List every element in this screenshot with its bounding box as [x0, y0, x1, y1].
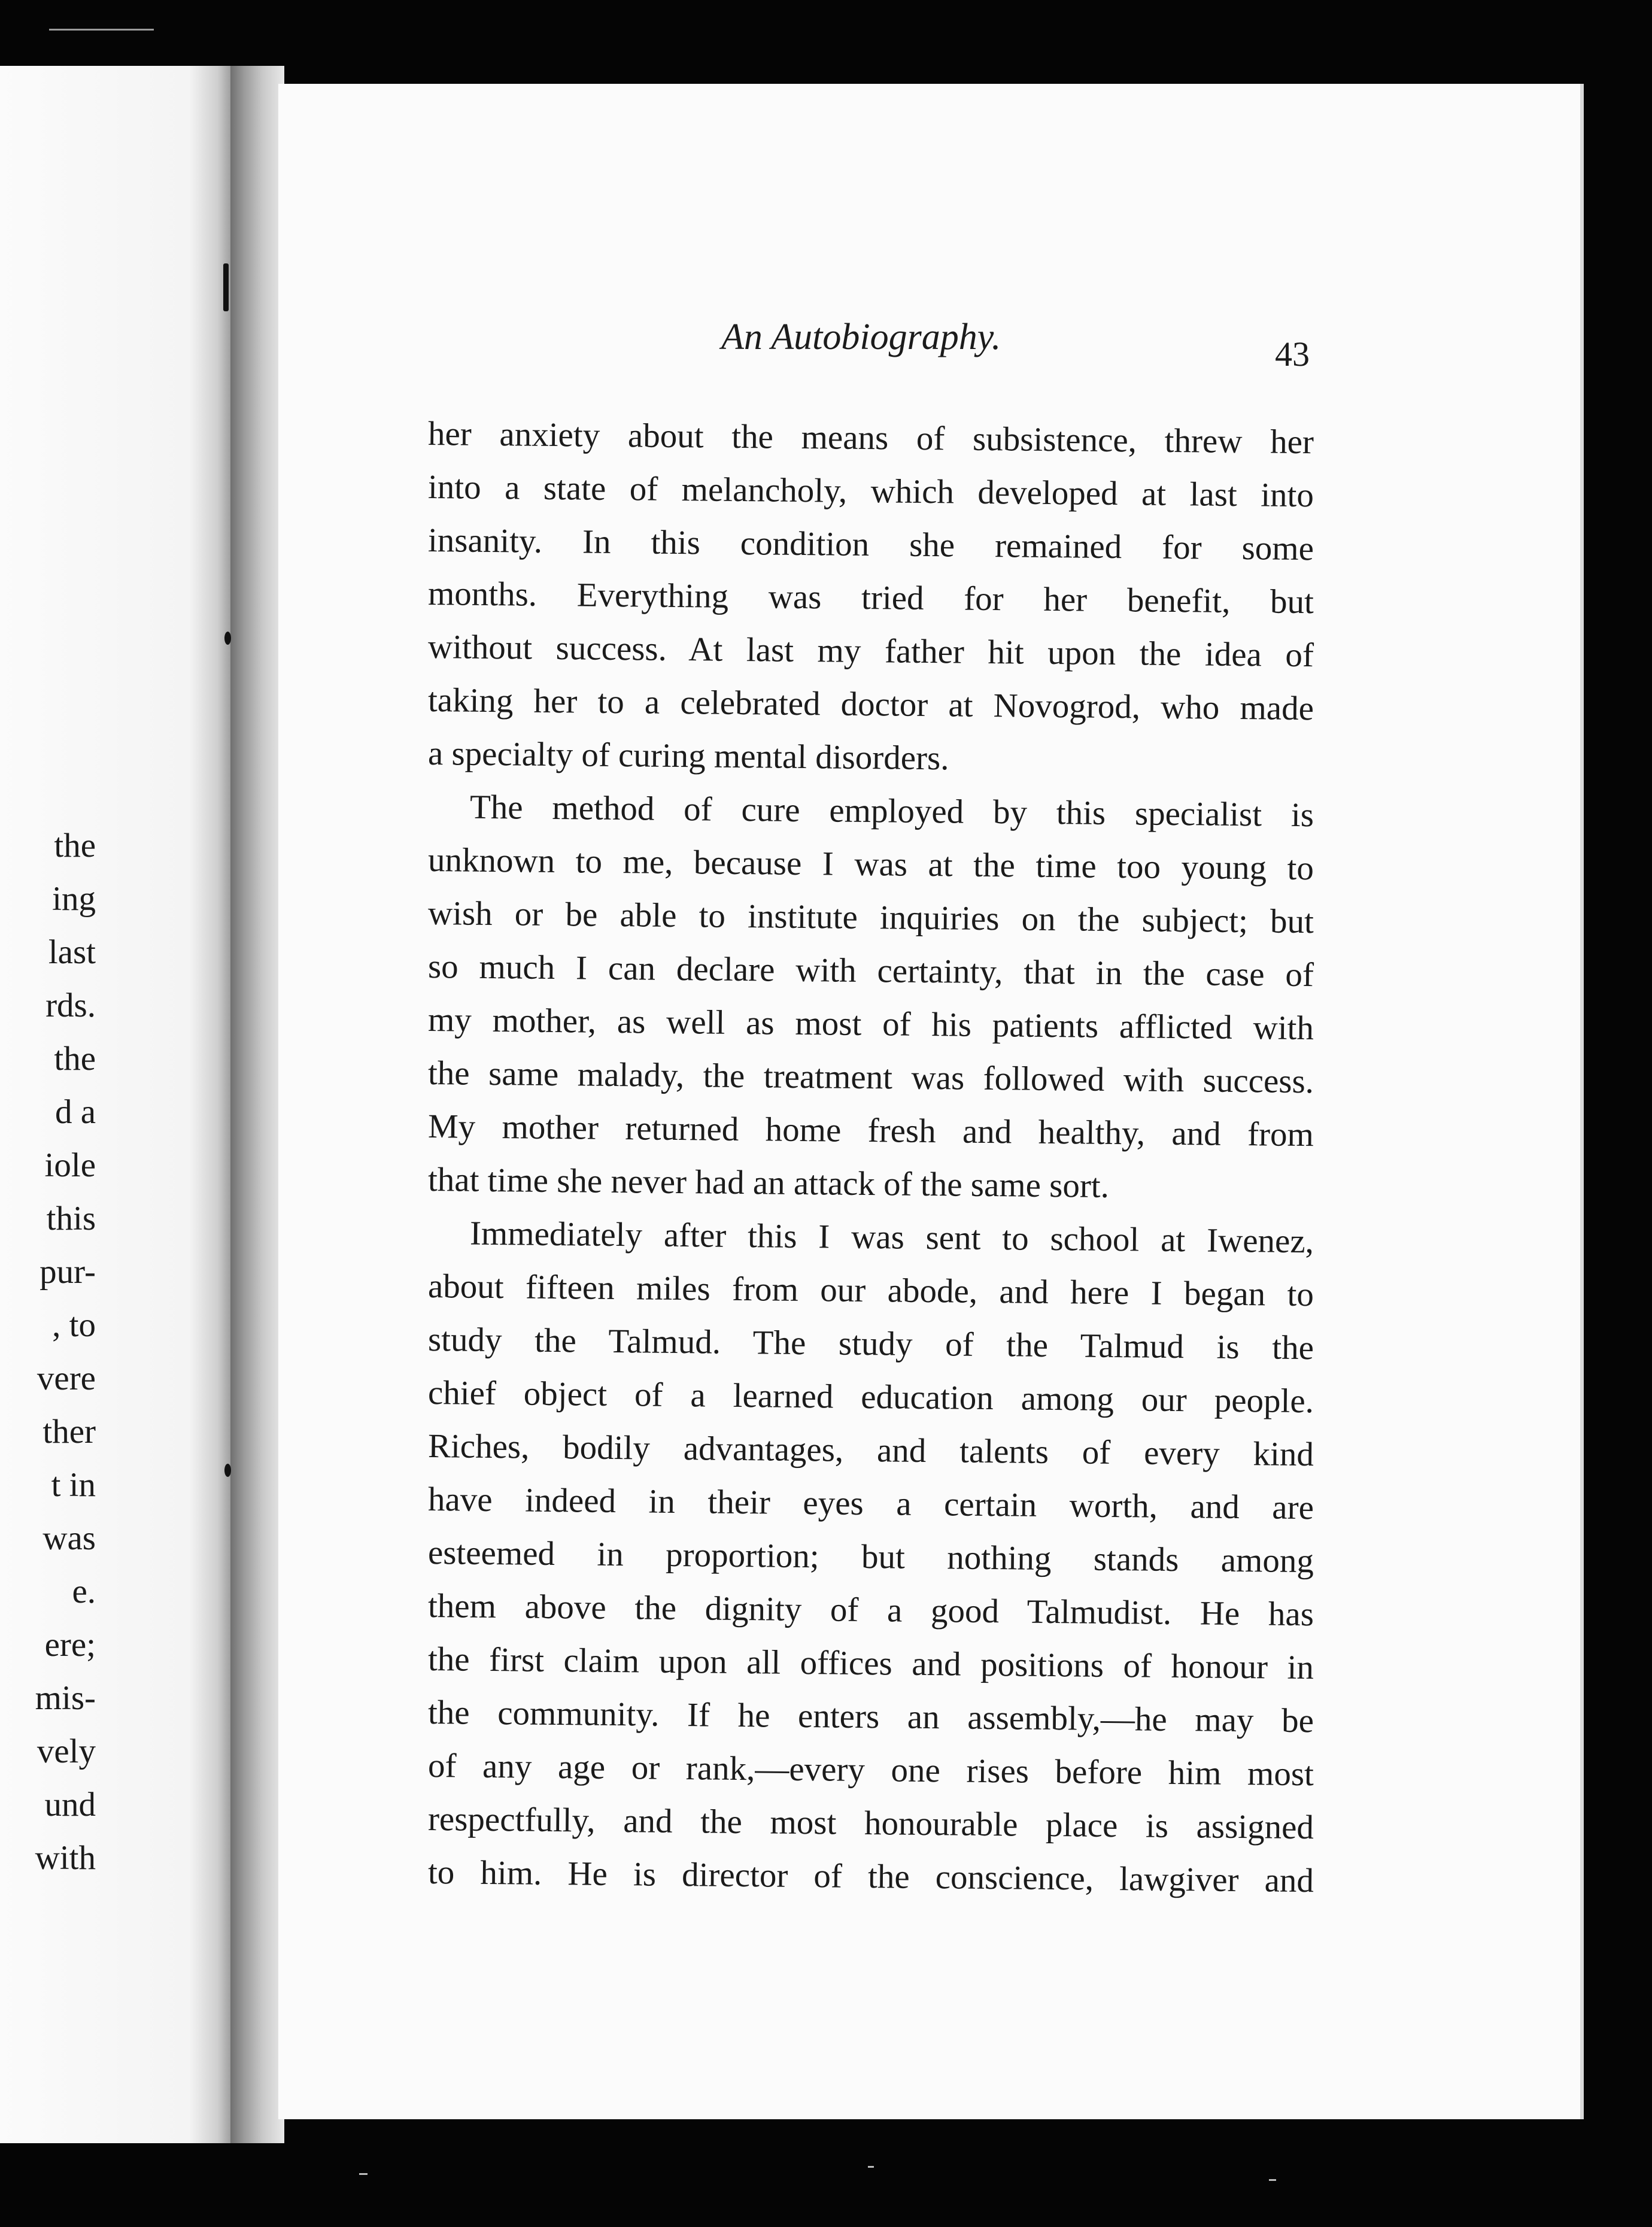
- text-line: so much I can declare with certainty, that in the case of: [427, 948, 1314, 994]
- text-line: my mother, as well as most of his patients afflicted with: [427, 1001, 1314, 1048]
- page-number: 43: [1275, 335, 1310, 374]
- fragment-line: und: [44, 1786, 96, 1824]
- fragment-line: mis-: [35, 1679, 96, 1717]
- text-line: esteemed in proportion; but nothing stands among: [427, 1534, 1314, 1580]
- binding-mark: [223, 263, 229, 311]
- text-line: the same malady, the treatment was followed with success.: [427, 1054, 1314, 1101]
- text-line: to him. He is director of the conscience, lawgiver and: [427, 1853, 1314, 1900]
- fragment-line: with: [35, 1839, 96, 1877]
- binding-dot: [224, 1464, 231, 1477]
- fragment-line: rds.: [45, 987, 96, 1024]
- fragment-line: ther: [42, 1413, 96, 1451]
- previous-page-text-fragments: [0, 819, 96, 1885]
- scan-artifact-line: [49, 29, 154, 31]
- text-line: have indeed in their eyes a certain worth, and are: [427, 1480, 1314, 1527]
- text-line: her anxiety about the means of subsistence, threw her: [427, 415, 1314, 462]
- text-line: into a state of melancholy, which developed at last into: [427, 468, 1314, 515]
- fragment-line: vely: [37, 1733, 96, 1770]
- fragment-line: last: [48, 933, 96, 971]
- text-line: that time she never had an attack of the same sort.: [427, 1161, 1110, 1205]
- text-line: the first claim upon all offices and positions of honour in: [427, 1640, 1314, 1687]
- fragment-line: ere;: [44, 1626, 96, 1664]
- running-head: An Autobiography.: [721, 317, 1001, 357]
- text-line: without success. At last my father hit upon the idea of: [427, 628, 1314, 675]
- fragment-line: t in: [51, 1466, 96, 1504]
- book-gutter-shadow: [230, 66, 284, 2143]
- text-line: taking her to a celebrated doctor at Novogrod, who made: [427, 681, 1314, 728]
- fragment-line: d a: [54, 1093, 96, 1131]
- fragment-line: the: [54, 1040, 96, 1078]
- scan-bottom-edge: [0, 2155, 1652, 2227]
- scan-speck: [1269, 2179, 1276, 2181]
- page-edge: [1580, 84, 1584, 2119]
- fragment-line: pur-: [40, 1253, 96, 1291]
- text-line: them above the dignity of a good Talmudist. He has: [427, 1587, 1314, 1634]
- text-line: months. Everything was tried for her benefit, but: [427, 575, 1314, 621]
- text-line: about fifteen miles from our abode, and here I began to: [427, 1267, 1314, 1314]
- text-line: the community. If he enters an assembly,—he may be: [427, 1694, 1314, 1740]
- fragment-line: was: [42, 1519, 96, 1557]
- text-line: unknown to me, because I was at the time too young to: [427, 841, 1314, 888]
- fragment-line: iole: [44, 1146, 96, 1184]
- scan-speck: [868, 2166, 874, 2168]
- text-line: My mother returned home fresh and healthy, and from: [427, 1108, 1314, 1154]
- text-line: wish or be able to institute inquiries on the subject; but: [427, 894, 1314, 941]
- fragment-line: e.: [72, 1573, 96, 1610]
- text-line: of any age or rank,—every one rises before him most: [427, 1747, 1314, 1794]
- fragment-line: this: [46, 1200, 96, 1237]
- text-line: study the Talmud. The study of the Talmud is the: [427, 1321, 1314, 1367]
- paragraph-first-line: The method of cure employed by this specialist is: [469, 788, 1314, 835]
- text-line: a specialty of curing mental disorders.: [427, 735, 949, 778]
- text-line: respectfully, and the most honourable place is assigned: [427, 1800, 1314, 1847]
- text-line: chief object of a learned education among our people.: [427, 1374, 1314, 1421]
- body-text: [428, 407, 1314, 1899]
- binding-dot: [224, 632, 231, 645]
- fragment-line: , to: [52, 1306, 96, 1344]
- text-line: Riches, bodily advantages, and talents of every kind: [427, 1427, 1314, 1474]
- paragraph-first-line: Immediately after this I was sent to school at Iwenez,: [469, 1214, 1314, 1261]
- text-line: insanity. In this condition she remained for some: [427, 521, 1314, 568]
- fragment-line: vere: [37, 1360, 96, 1397]
- scan-speck: [359, 2173, 368, 2175]
- fragment-line: the: [54, 827, 96, 864]
- fragment-line: ing: [52, 880, 96, 918]
